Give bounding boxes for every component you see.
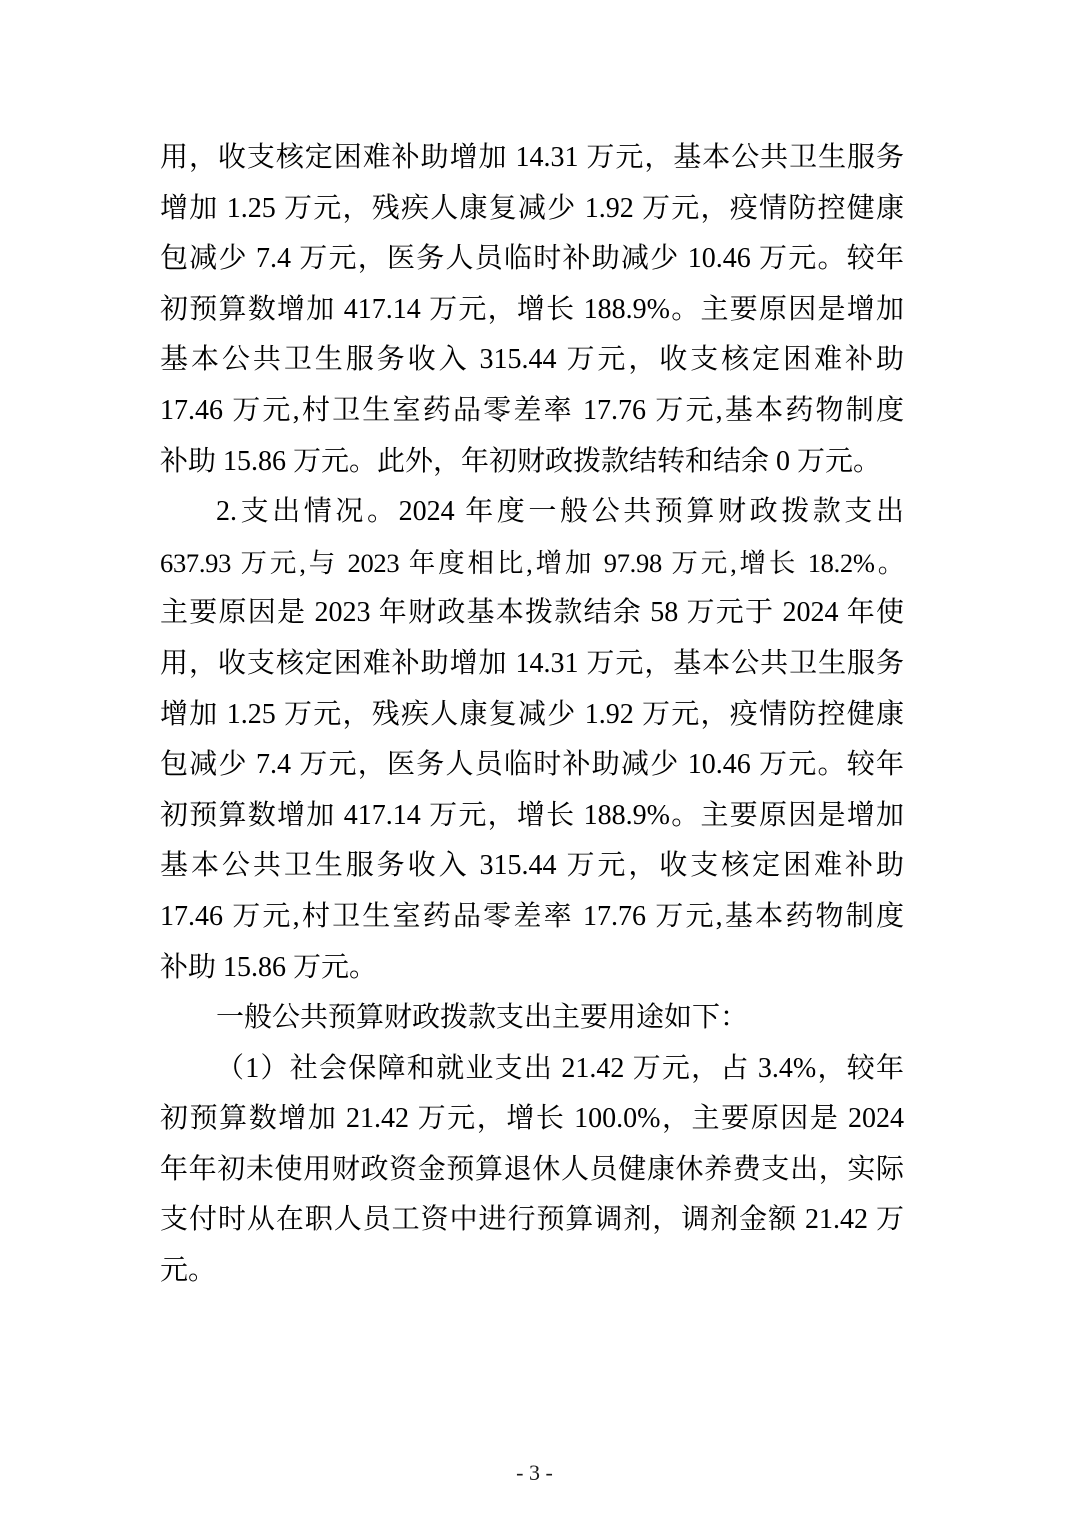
text-line: 初预算数增加 417.14 万元，增长 188.9%。主要原因是增加 <box>160 799 904 831</box>
text-line: 用，收支核定困难补助增加 14.31 万元，基本公共卫生服务 <box>160 142 904 173</box>
document-text-block <box>160 133 904 1297</box>
text-line: 基本公共卫生服务收入 315.44 万元，收支核定困难补助 <box>160 344 904 376</box>
text-line: 637.93 万元,与 2023 年度相比,增加 97.98 万元,增长 18.2%。 <box>160 547 904 578</box>
page-number: - 3 - <box>516 1460 553 1485</box>
text-line: （1）社会保障和就业支出 21.42 万元，占 3.4%，较年 <box>216 1052 904 1084</box>
text-line: 增加 1.25 万元，残疾人康复减少 1.92 万元，疫情防控健康 <box>160 192 904 224</box>
text-line: 用，收支核定困难补助增加 14.31 万元，基本公共卫生服务 <box>160 647 904 679</box>
text-line: 包减少 7.4 万元，医务人员临时补助减少 10.46 万元。较年 <box>160 749 904 781</box>
text-line: 包减少 7.4 万元，医务人员临时补助减少 10.46 万元。较年 <box>160 243 904 275</box>
text-line: 初预算数增加 417.14 万元，增长 188.9%。主要原因是增加 <box>160 293 904 325</box>
text-line: 17.46 万元,村卫生室药品零差率 17.76 万元,基本药物制度 <box>160 394 904 426</box>
text-line: 主要原因是 2023 年财政基本拨款结余 58 万元于 2024 年使 <box>160 597 904 629</box>
text-line: 初预算数增加 21.42 万元，增长 100.0%，主要原因是 2024 <box>160 1103 904 1135</box>
text-line: 年年初未使用财政资金预算退休人员健康休养费支出，实际 <box>160 1153 904 1185</box>
text-line: 2.支出情况。2024 年度一般公共预算财政拨款支出 <box>216 496 904 528</box>
text-line: 元。 <box>160 1255 217 1287</box>
text-line: 基本公共卫生服务收入 315.44 万元，收支核定困难补助 <box>160 850 904 882</box>
text-line: 补助 15.86 万元。此外，年初财政拨款结转和结余 0 万元。 <box>160 445 882 477</box>
text-line: 增加 1.25 万元，残疾人康复减少 1.92 万元，疫情防控健康 <box>160 698 904 730</box>
text-line: 补助 15.86 万元。 <box>160 951 378 983</box>
text-line: 17.46 万元,村卫生室药品零差率 17.76 万元,基本药物制度 <box>160 900 904 932</box>
text-line: 支付时从在职人员工资中进行预算调剂，调剂金额 21.42 万 <box>160 1204 904 1236</box>
text-line: 一般公共预算财政拨款支出主要用途如下： <box>216 1002 749 1034</box>
